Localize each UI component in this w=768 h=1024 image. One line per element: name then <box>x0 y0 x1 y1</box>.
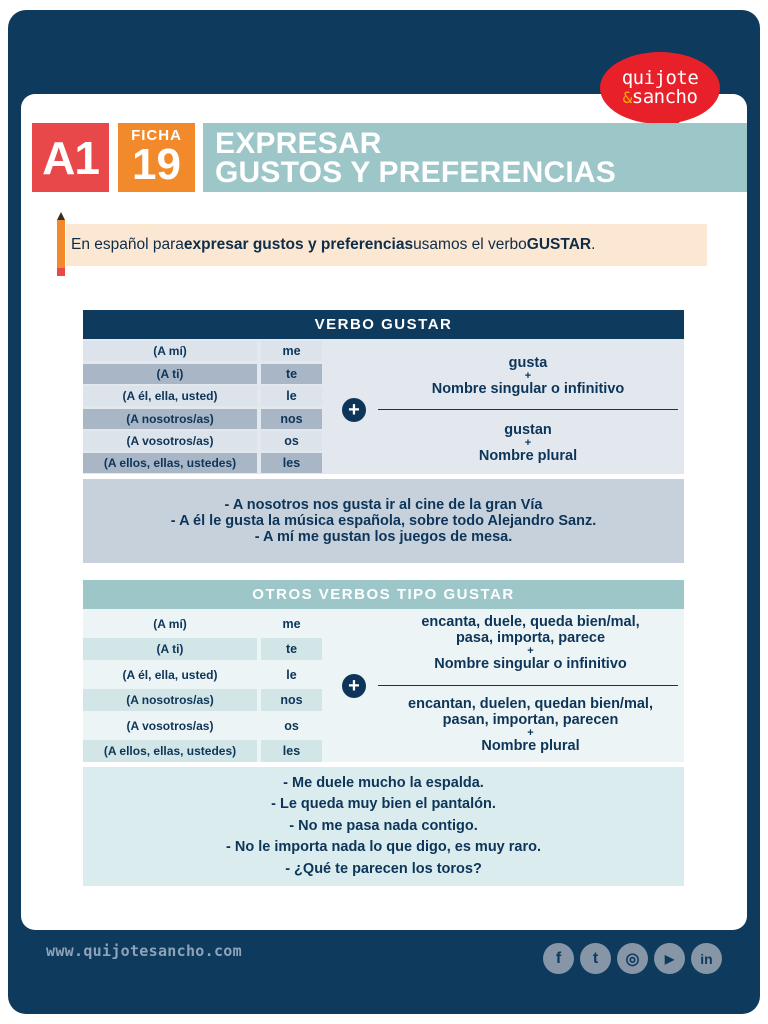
page-title <box>203 123 747 192</box>
title-line1: EXPRESAR <box>215 127 382 160</box>
table-row: (A él, ella, usted) le <box>83 663 257 686</box>
social-links <box>543 943 722 974</box>
table-row: (A nosotros/as) nos <box>83 689 257 711</box>
example-line: - A nosotros nos gusta ir al cine de la gran Vía <box>224 497 543 513</box>
table-row: (A ti) te <box>83 638 257 660</box>
example-line: - ¿Qué te parecen los toros? <box>285 860 482 877</box>
level-badge: A1 <box>32 123 109 192</box>
example-line: - Le queda muy bien el pantalón. <box>271 796 496 813</box>
plus-icon: + <box>342 398 366 422</box>
table-title: OTROS VERBOS TIPO GUSTAR <box>83 580 684 609</box>
logo-ampersand: & <box>622 88 632 107</box>
example-line: - No me pasa nada contigo. <box>289 817 478 834</box>
table-title: VERBO GUSTAR <box>83 310 684 339</box>
table-row: (A mí) me <box>83 612 257 635</box>
title-line2: GUSTOS Y PREFERENCIAS <box>215 156 616 189</box>
example-line: - A mí me gustan los juegos de mesa. <box>254 529 513 545</box>
example-line: - No le importa nada lo que digo, es muy raro. <box>225 839 542 856</box>
table-body <box>83 609 684 762</box>
singular-form: encanta, duele, queda bien/mal, pasa, importa, parece + Nombre singular o infinitivo <box>421 614 640 672</box>
pencil-icon <box>56 212 66 276</box>
ficha-number: 19 <box>132 140 181 189</box>
otros-verbos-table <box>83 580 684 762</box>
logo-line1: quijote <box>621 67 699 90</box>
table-row: (A vosotros/as) os <box>83 714 257 737</box>
table-row: (A ti) te <box>83 364 257 384</box>
facebook-icon[interactable]: f <box>543 943 574 974</box>
table-body <box>83 339 684 474</box>
divider <box>378 685 678 686</box>
example-line: - A él le gusta la música española, sobre todo Alejandro Sanz. <box>170 513 597 529</box>
quijote-sancho-logo[interactable] <box>600 52 720 124</box>
table-row: (A nosotros/as) nos <box>83 409 257 429</box>
table-row: (A ellos, ellas, ustedes) les <box>83 453 257 473</box>
table-row: (A mí) me <box>83 341 257 361</box>
examples-box <box>83 767 684 886</box>
plus-icon: + <box>342 674 366 698</box>
logo-line2: sancho <box>631 86 698 108</box>
table-row: (A él, ella, usted) le <box>83 386 257 406</box>
twitter-icon[interactable]: t <box>580 943 611 974</box>
ficha-label: FICHA <box>131 127 182 144</box>
website-link[interactable]: www.quijotesancho.com <box>46 942 242 960</box>
plural-form: gustan + Nombre plural <box>478 422 578 464</box>
examples-box <box>83 479 684 563</box>
table-row: (A ellos, ellas, ustedes) les <box>83 740 257 762</box>
example-line: - Me duele mucho la espalda. <box>283 774 484 791</box>
divider <box>378 409 678 410</box>
ficha-badge <box>118 123 195 192</box>
table-row: (A vosotros/as) os <box>83 431 257 451</box>
linkedin-icon[interactable]: in <box>691 943 722 974</box>
youtube-icon[interactable]: ▶ <box>654 943 685 974</box>
singular-form: gusta + Nombre singular o infinitivo <box>431 355 625 397</box>
verbo-gustar-table <box>83 310 684 474</box>
plural-form: encantan, duelen, quedan bien/mal, pasan, importan, parecen + Nombre plural <box>408 696 653 754</box>
instagram-icon[interactable]: ◎ <box>617 943 648 974</box>
intro-sentence: En español para expresar gustos y preferencias usamos el verbo GUSTAR . <box>66 224 707 266</box>
